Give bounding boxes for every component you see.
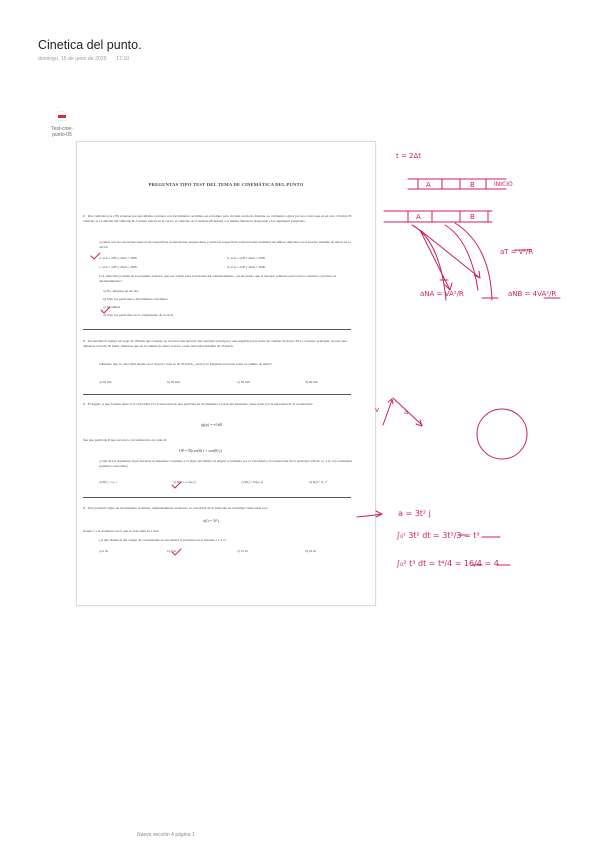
formula-op: OP = R(cos(θ) i + sen(θ) j) [179,448,222,453]
q1a-option-d: d. aτA = aτB y aNA > aNB [227,265,265,269]
car-a-mid [408,211,432,222]
formula-tg-phi: tg(φ) = v²/aR [201,422,223,427]
page-meta [38,56,129,62]
a-vector-head [416,420,422,426]
q4-option-b: b) 4 m [167,549,177,553]
divider [83,497,351,498]
v-vector-head [388,399,393,404]
car-a-top [418,179,442,189]
q3-option-d: d) θ(t) = θ₀ t² [309,480,328,484]
q3-option-b: b) θ(t) = e^(ω₀t) [173,480,196,484]
q1a-option-a: a. aτA = aτB y aNA < aNB [99,256,137,260]
q2-option-b: b) 20 km [167,380,180,384]
ink-label-b: B [470,181,475,189]
divider [83,394,351,395]
curve-arc [445,225,478,290]
q1b-option-a: a) No, ninguna de las dos [103,289,139,293]
question-3 [83,402,359,407]
ink-a-equation: a = 3t² j [398,509,431,518]
question-3-sub: ¿Cuál de las siguientes leyes horarias se mantiene constante a lo largo del tiempo el ángulo φ formado por la velocidad y la aceleración de la partícula? (Nota: ω₀ y θ₀ son constantes positivas conocidas) [99,459,353,468]
question-4-number: 4 [83,506,85,510]
ink-x-integral: ∫₀² t³ dt = t⁴/4 = 16/4 = 4 [396,559,499,568]
question-4-text: Una partícula sigue un movimiento rectilíneo uniformemente acelerado, la velocidad de la partícula en el tiempo viene dada por: [87,506,268,510]
car-b-mid [460,211,488,222]
question-1-text: Dos vehículos (A y B) avanzan por una misma carretera con movimiento rectilíneo en el tiempo para circular en modo distante, se comienza a girar por una curva que es un arco circular. El vehículo A va delante del vehículo B. Cuando entran en la curva, el vehículo A va delante (B detrás) a la misma distancia. Responde a las siguientes preguntas. [83,214,352,223]
ink-v-label: v [375,406,380,414]
radius-line [420,230,480,278]
embedded-pdf-page [76,141,376,606]
ink-t-value: t = 2Δt [396,152,422,160]
ink-label-b-2: B [470,213,475,221]
q1a-option-c: c. aτA < aτB y aNA = aNB [99,265,137,269]
document-title: PREGUNTAS TIPO TEST DEL TEMA DE CINEMÁTICA DEL PUNTO [148,182,304,187]
pointer-arrow-head [376,511,382,517]
question-1-number: 1 [83,214,85,218]
a-vector [393,398,422,425]
arrow-head [474,271,480,278]
question-3-number: 3 [83,402,85,406]
q4-option-c: c) 12 m [237,549,248,553]
ink-a-label: a [404,408,409,416]
circle-drawing [477,409,527,459]
page-date: domingo, 15 de junio de 2025 [38,56,107,62]
q4-option-a: a) 2 m [99,549,108,553]
q3-option-a: a) θ(t) = ω₀ t [99,480,117,484]
q1a-option-b: b. aτA = aτB y aNA = aNB [227,256,265,260]
ink-v-integral: ∫₀ᵗ 3t² dt = 3t³/3 = t³ [396,531,480,540]
question-4-sub: ¿A qué distancia del origen de coordenadas se encontrará la partícula en el instante t = 2 s? [99,538,227,542]
question-4-after: siendo 1 s el momento en el que la velocidad es 1 m/s. [83,529,160,533]
q1b-option-c: c) Sí, ambas [103,305,121,309]
page-time: 17:10 [116,56,130,62]
ink-label-a-2: A [416,213,421,221]
ink-label-a: A [426,181,431,189]
arrow-head [445,283,452,290]
q3-option-c: c) θ(t) = ln(ω₀t) [241,480,263,484]
question-2 [83,339,359,349]
q1b-option-d: d) Sólo las partículas en la componente de la recta [103,313,174,317]
q2-option-d: d) 40 km [305,380,318,384]
car-b-top [460,179,486,189]
ink-inicio: INICIO [494,181,513,188]
question-3-text: El ángulo φ que forman entre sí la velocidad y la aceleración de una partícula en movimiento a partir del momento viene dado por la expresión de la aceleración: [87,402,313,406]
page-title: Cinetica del punto. [38,38,142,52]
ink-an-a: aNA = VA²/R [420,290,464,298]
question-3-after: Sea una partícula P que recorre la circunferencia de radio R [83,438,167,442]
v-vector [383,400,392,425]
divider [83,329,351,330]
question-2-text: Un automóvil realiza un viaje de 100 km que consiste en recorrer una autovía una carretera principal y una segunda parte sobre un camino de tierra. En la carretera principal, recorre una distancia total de 50 km/h, mientras que en el camino de tierra lo hace a una velocidad máxima de 25 km/h. [83,339,347,348]
question-2-sub: Sabiendo que la velocidad media en el trayecto total es de 35 km/h, ¿cuál es la longitud recorrida sobre el camino de tierra? [99,362,272,366]
formula-a-t: a(t) = 3t² j [203,518,220,523]
radius-line [420,230,450,290]
question-4 [83,506,359,511]
question-1b: Los vehículos podrían en la pregunta anterior, que ese válido para el instante del adelantamiento, ¿es necesario que el derrape vehículo pare toda la carretera o produce el adelantamiento? [99,274,337,283]
q1b-option-b: b) Sólo las partículas a movimiento curvilíneo [103,297,168,301]
ink-an-b: aNB = 4VA²/R [508,290,557,298]
ink-at-formula: aT = v²/R [500,248,534,256]
pdf-file-icon[interactable] [58,111,66,121]
curve-arc [412,225,446,300]
question-1 [83,214,359,224]
q2-option-c: c) 30 km [237,380,250,384]
question-1a: ¿Cuáles son las relaciones entre el las respectivas aceleraciones tangenciales y entre las respectivas aceleraciones normales de ambos vehículos en el preciso instante de entrar en la curva? [99,240,351,249]
q2-option-a: a) 10 km [99,380,112,384]
q4-option-d: d) 16 m [305,549,316,553]
attachment-filename[interactable]: Test-cine-punto-05 [51,126,73,138]
curve-arc [455,223,492,300]
question-2-number: 2 [83,339,85,343]
page-footer: Nueva sección 4 página 1 [137,832,195,838]
